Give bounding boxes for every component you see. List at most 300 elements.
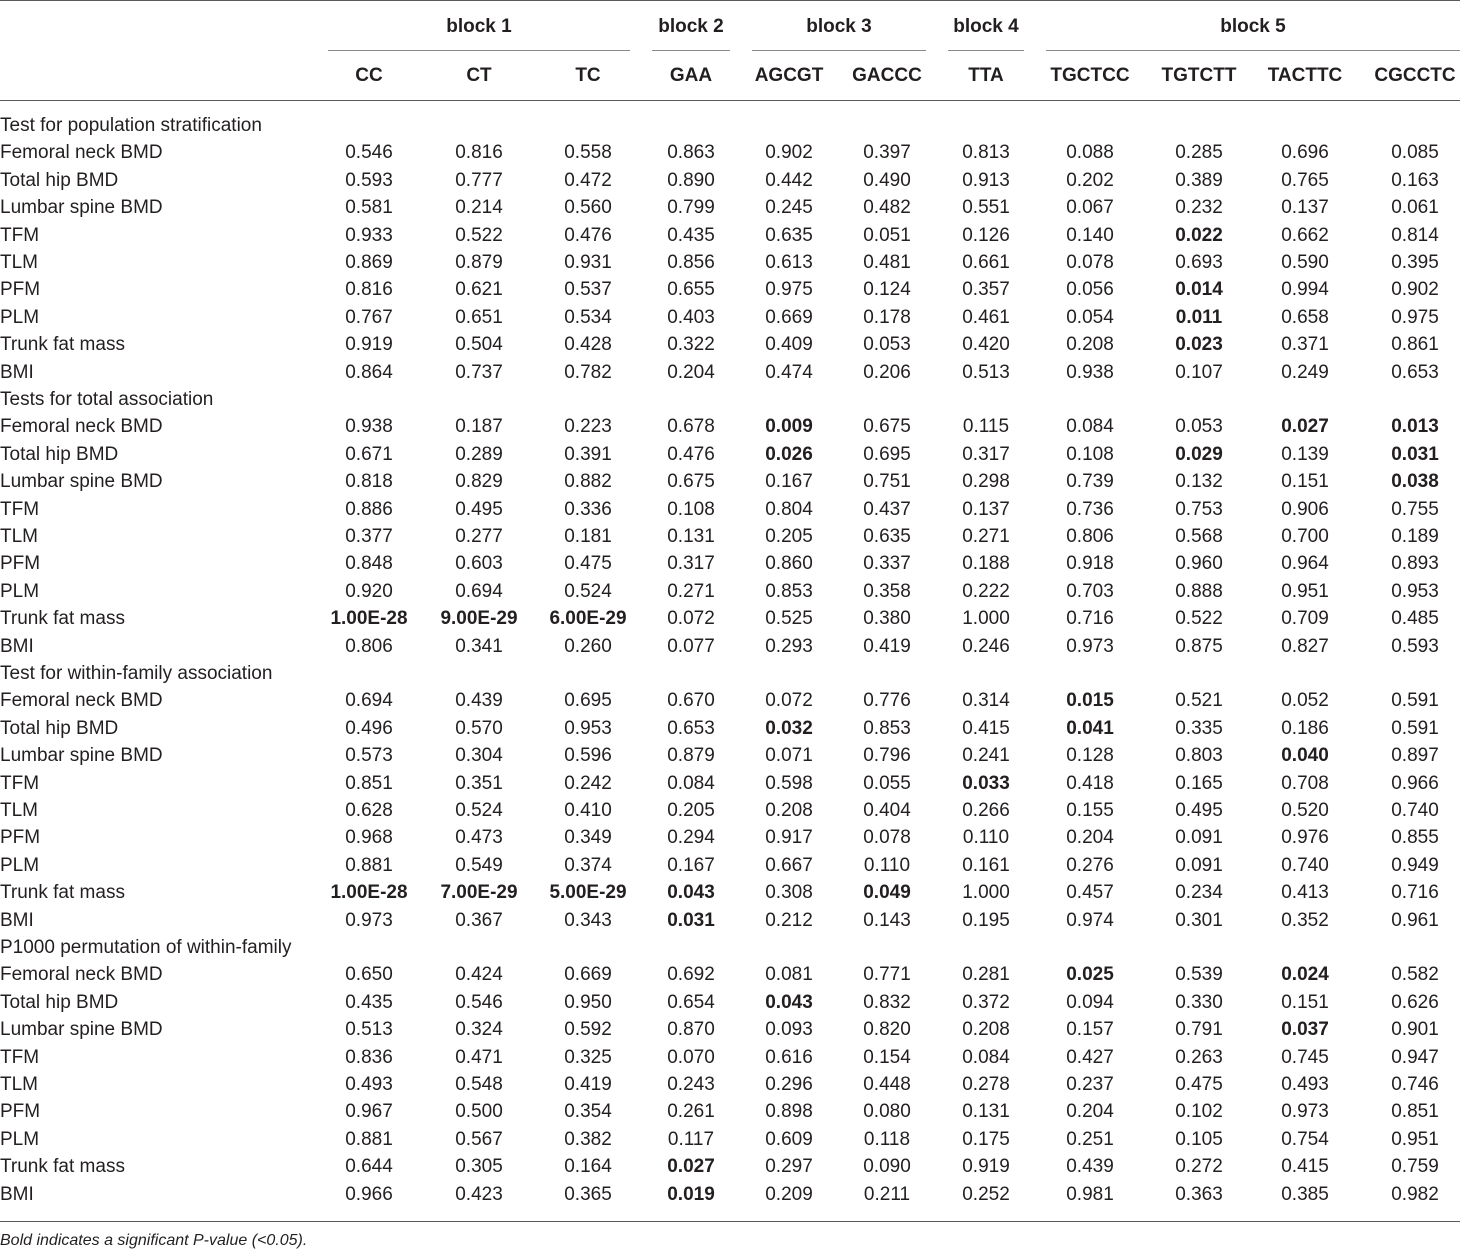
table-cell: 0.919: [962, 1156, 1010, 1178]
table-row: [0, 879, 1460, 906]
table-cell: 0.678: [667, 416, 715, 438]
table-cell: 0.596: [564, 745, 612, 767]
group-underline: [328, 50, 630, 51]
table-row: [0, 852, 1460, 879]
table-row: [0, 167, 1460, 194]
table-cell: 0.745: [1281, 1046, 1329, 1068]
table-cell: 0.524: [455, 800, 503, 821]
table-cell: 0.324: [455, 1019, 503, 1041]
table-cell: 0.423: [455, 1183, 503, 1205]
section-title: Test for within-family association: [0, 663, 273, 684]
table-cell: 0.490: [863, 169, 911, 191]
table-cell: 0.525: [765, 608, 813, 630]
table-cell: 0.181: [564, 526, 612, 547]
table-cell: 0.336: [564, 498, 612, 520]
table-cell: 0.869: [345, 252, 393, 273]
table-cell: 0.981: [1066, 1183, 1114, 1205]
table-cell: 0.806: [345, 635, 393, 657]
table-cell: 0.560: [564, 197, 612, 219]
table-cell: 0.266: [962, 800, 1010, 821]
table-cell: 0.879: [455, 252, 503, 273]
table-cell: 0.522: [1175, 608, 1223, 630]
table-cell: 0.013: [1391, 416, 1439, 438]
table-cell: 0.803: [1175, 745, 1223, 767]
table-cell: 0.472: [564, 169, 612, 191]
table-cell: 0.107: [1175, 361, 1223, 383]
table-row: [0, 139, 1460, 166]
table-cell: 0.137: [1281, 197, 1329, 219]
table-cell: 0.861: [1391, 334, 1439, 356]
table-cell: 0.537: [564, 279, 612, 301]
table-cell: 0.391: [564, 443, 612, 465]
table-cell: 0.568: [1175, 526, 1223, 547]
table-cell: 0.043: [765, 991, 813, 1013]
table-cell: 0.675: [863, 416, 911, 438]
table-cell: 0.395: [1391, 252, 1439, 273]
table-cell: 0.975: [765, 279, 813, 301]
table-row: [0, 550, 1460, 577]
table-cell: 0.085: [1391, 142, 1439, 164]
table-cell: 0.053: [1175, 416, 1223, 438]
table-cell: 0.740: [1281, 854, 1329, 876]
table-cell: 0.771: [863, 964, 911, 986]
table-cell: 0.019: [667, 1183, 715, 1205]
table-cell: 0.424: [455, 964, 503, 986]
table-cell: 0.814: [1391, 224, 1439, 246]
table-cell: 0.739: [1066, 471, 1114, 493]
table-row: [0, 687, 1460, 714]
table-cell: 0.409: [765, 334, 813, 356]
table-cell: 9.00E-29: [440, 608, 518, 630]
table-cell: 0.037: [1281, 1019, 1329, 1041]
table-cell: 0.953: [1391, 580, 1439, 602]
group-header: block 2: [658, 16, 724, 37]
table-cell: 0.023: [1175, 334, 1223, 356]
table-row: [0, 1126, 1460, 1153]
table-cell: 0.951: [1391, 1128, 1439, 1150]
table-cell: 0.933: [345, 224, 393, 246]
table-row: [0, 1098, 1460, 1125]
table-cell: 0.055: [863, 772, 911, 794]
table-cell: 0.851: [345, 772, 393, 794]
table-cell: 0.260: [564, 635, 612, 657]
table-cell: 0.053: [863, 334, 911, 356]
table-cell: 0.567: [455, 1128, 503, 1150]
table-cell: 0.471: [455, 1046, 503, 1068]
table-cell: 0.439: [1066, 1156, 1114, 1178]
table-cell: 0.271: [667, 580, 715, 602]
table-cell: 0.902: [765, 142, 813, 164]
table-cell: 0.495: [1175, 800, 1223, 821]
table-cell: 0.613: [765, 252, 813, 273]
table-cell: 0.317: [667, 553, 715, 575]
table-cell: 0.709: [1281, 608, 1329, 630]
table-cell: 0.330: [1175, 991, 1223, 1013]
table-cell: 0.609: [765, 1128, 813, 1150]
table-cell: 0.298: [962, 471, 1010, 493]
table-cell: 0.628: [345, 800, 393, 821]
table-row: [0, 523, 1460, 550]
table-cell: 0.974: [1066, 909, 1114, 931]
table-cell: 0.716: [1391, 882, 1439, 904]
table-cell: 0.695: [863, 443, 911, 465]
table-cell: 0.033: [962, 772, 1010, 794]
table-cell: 0.482: [863, 197, 911, 219]
table-cell: 0.167: [667, 854, 715, 876]
table-cell: 0.791: [1175, 1019, 1223, 1041]
table-cell: 0.357: [962, 279, 1010, 301]
row-label: PFM: [0, 1101, 41, 1123]
table-cell: 0.661: [962, 252, 1010, 273]
table-cell: 1.000: [962, 608, 1010, 630]
table-cell: 0.675: [667, 471, 715, 493]
table-cell: 0.084: [667, 772, 715, 794]
row-label: TLM: [0, 526, 38, 547]
table-cell: 0.157: [1066, 1019, 1114, 1041]
table-cell: 0.304: [455, 745, 503, 767]
row-label: Lumbar spine BMD: [0, 471, 163, 493]
row-label: PLM: [0, 306, 40, 328]
table-cell: 0.337: [863, 553, 911, 575]
table-row: [0, 194, 1460, 221]
table-cell: 0.296: [765, 1074, 813, 1095]
table-cell: 0.084: [962, 1046, 1010, 1068]
table-cell: 0.442: [765, 169, 813, 191]
table-cell: 0.151: [1281, 991, 1329, 1013]
table-cell: 0.011: [1175, 306, 1223, 328]
column-header: CGCCTC: [1374, 65, 1456, 86]
table-cell: 0.976: [1281, 827, 1329, 849]
table-cell: 7.00E-29: [440, 882, 518, 904]
table-cell: 0.670: [667, 690, 715, 712]
table-cell: 0.209: [765, 1183, 813, 1205]
table-cell: 0.813: [962, 142, 1010, 164]
section-heading-row: [0, 386, 1460, 413]
table-cell: 0.753: [1175, 498, 1223, 520]
table-cell: 0.593: [345, 169, 393, 191]
table-cell: 0.522: [455, 224, 503, 246]
table-bottom-rule: [0, 1221, 1460, 1222]
table-cell: 0.427: [1066, 1046, 1114, 1068]
table-cell: 1.000: [962, 882, 1010, 904]
table-row: [0, 578, 1460, 605]
table-cell: 0.890: [667, 169, 715, 191]
table-row: [0, 468, 1460, 495]
table-cell: 0.056: [1066, 279, 1114, 301]
table-cell: 0.777: [455, 169, 503, 191]
table-cell: 0.052: [1281, 690, 1329, 712]
table-cell: 0.105: [1175, 1128, 1223, 1150]
table-cell: 0.751: [863, 471, 911, 493]
table-cell: 0.920: [345, 580, 393, 602]
table-row: [0, 496, 1460, 523]
table-row: [0, 441, 1460, 468]
table-cell: 0.365: [564, 1183, 612, 1205]
table-cell: 0.271: [962, 526, 1010, 547]
table-cell: 0.897: [1391, 745, 1439, 767]
table-cell: 0.022: [1175, 224, 1223, 246]
table-cell: 0.582: [1391, 964, 1439, 986]
table-cell: 0.593: [1391, 635, 1439, 657]
table-cell: 0.308: [765, 882, 813, 904]
table-cell: 0.581: [345, 197, 393, 219]
table-cell: 0.879: [667, 745, 715, 767]
table-cell: 0.178: [863, 306, 911, 328]
table-cell: 0.091: [1175, 827, 1223, 849]
row-label: TLM: [0, 800, 38, 821]
section-title: Test for population stratification: [0, 115, 262, 136]
group-underline: [752, 50, 926, 51]
table-cell: 0.237: [1066, 1074, 1114, 1095]
table-cell: 0.137: [962, 498, 1010, 520]
table-cell: 0.694: [345, 690, 393, 712]
table-cell: 0.206: [863, 361, 911, 383]
table-cell: 0.476: [564, 224, 612, 246]
table-cell: 0.325: [564, 1046, 612, 1068]
table-cell: 0.205: [667, 800, 715, 821]
table-cell: 0.504: [455, 334, 503, 356]
table-cell: 0.204: [1066, 827, 1114, 849]
table-cell: 0.968: [345, 827, 393, 849]
table-cell: 0.078: [863, 827, 911, 849]
table-cell: 0.294: [667, 827, 715, 849]
group-header: block 3: [806, 16, 872, 37]
table-cell: 0.782: [564, 361, 612, 383]
table-cell: 0.335: [1175, 717, 1223, 739]
table-cell: 0.009: [765, 416, 813, 438]
table-cell: 0.653: [1391, 361, 1439, 383]
table-cell: 0.573: [345, 745, 393, 767]
table-cell: 0.102: [1175, 1101, 1223, 1123]
table-cell: 0.513: [962, 361, 1010, 383]
table-cell: 0.027: [667, 1156, 715, 1178]
table-cell: 0.829: [455, 471, 503, 493]
table-cell: 0.481: [863, 252, 911, 273]
table-cell: 0.964: [1281, 553, 1329, 575]
table-cell: 0.973: [1066, 635, 1114, 657]
table-cell: 0.667: [765, 854, 813, 876]
table-cell: 0.913: [962, 169, 1010, 191]
table-top-rule: [0, 0, 1460, 1]
table-cell: 0.493: [345, 1074, 393, 1095]
table-cell: 0.140: [1066, 224, 1114, 246]
table-cell: 1.00E-28: [330, 608, 408, 630]
table-row: [0, 222, 1460, 249]
table-row: [0, 797, 1460, 824]
table-cell: 0.816: [345, 279, 393, 301]
table-cell: 0.054: [1066, 306, 1114, 328]
table-cell: 0.419: [564, 1074, 612, 1095]
table-cell: 0.118: [863, 1128, 911, 1150]
table-cell: 0.415: [962, 717, 1010, 739]
row-label: Trunk fat mass: [0, 334, 125, 356]
table-cell: 0.249: [1281, 361, 1329, 383]
table-cell: 0.374: [564, 854, 612, 876]
table-cell: 0.759: [1391, 1156, 1439, 1178]
table-cell: 0.853: [765, 580, 813, 602]
table-cell: 0.072: [765, 690, 813, 712]
table-cell: 0.261: [667, 1101, 715, 1123]
table-cell: 0.708: [1281, 772, 1329, 794]
table-cell: 0.014: [1175, 279, 1223, 301]
table-cell: 0.860: [765, 553, 813, 575]
table-cell: 0.776: [863, 690, 911, 712]
table-cell: 0.485: [1391, 608, 1439, 630]
table-cell: 0.870: [667, 1019, 715, 1041]
table-cell: 0.546: [345, 142, 393, 164]
table-cell: 0.186: [1281, 717, 1329, 739]
group-underline: [652, 50, 730, 51]
table-cell: 0.363: [1175, 1183, 1223, 1205]
table-cell: 0.131: [962, 1101, 1010, 1123]
table-cell: 0.754: [1281, 1128, 1329, 1150]
table-cell: 0.413: [1281, 882, 1329, 904]
table-cell: 0.117: [667, 1128, 715, 1150]
section-heading-row: [0, 112, 1460, 139]
table-cell: 0.305: [455, 1156, 503, 1178]
table-row: [0, 359, 1460, 386]
table-row: [0, 961, 1460, 988]
column-header: GAA: [669, 65, 713, 86]
table-cell: 0.700: [1281, 526, 1329, 547]
table-cell: 0.071: [765, 745, 813, 767]
table-cell: 0.994: [1281, 279, 1329, 301]
table-cell: 0.621: [455, 279, 503, 301]
row-label: Lumbar spine BMD: [0, 1019, 163, 1041]
table-cell: 0.591: [1391, 690, 1439, 712]
table-cell: 0.893: [1391, 553, 1439, 575]
table-cell: 0.110: [863, 854, 911, 876]
table-cell: 0.246: [962, 635, 1010, 657]
row-label: PFM: [0, 553, 41, 575]
table-cell: 0.855: [1391, 827, 1439, 849]
table-cell: 0.882: [564, 471, 612, 493]
table-cell: 0.967: [345, 1101, 393, 1123]
table-cell: 0.549: [455, 854, 503, 876]
column-header: TC: [575, 65, 601, 86]
table-cell: 0.301: [1175, 909, 1223, 931]
table-cell: 0.853: [863, 717, 911, 739]
table-cell: 0.863: [667, 142, 715, 164]
table-cell: 0.851: [1391, 1101, 1439, 1123]
table-cell: 0.367: [455, 909, 503, 931]
row-label: TFM: [0, 1046, 40, 1068]
table-cell: 0.461: [962, 306, 1010, 328]
table-cell: 0.164: [564, 1156, 612, 1178]
table-cell: 0.534: [564, 306, 612, 328]
table-row: [0, 413, 1460, 440]
group-header: block 5: [1220, 16, 1286, 37]
table-cell: 0.650: [345, 964, 393, 986]
table-row: [0, 989, 1460, 1016]
row-label: Trunk fat mass: [0, 608, 125, 630]
table-cell: 0.949: [1391, 854, 1439, 876]
table-cell: 0.126: [962, 224, 1010, 246]
table-cell: 0.736: [1066, 498, 1114, 520]
table-cell: 0.061: [1391, 197, 1439, 219]
row-label: Femoral neck BMD: [0, 416, 163, 438]
table-cell: 0.341: [455, 635, 503, 657]
table-cell: 0.435: [667, 224, 715, 246]
table-cell: 0.371: [1281, 334, 1329, 356]
row-label: TFM: [0, 498, 40, 520]
table-cell: 0.377: [345, 526, 393, 547]
table-cell: 0.242: [564, 772, 612, 794]
table-cell: 0.212: [765, 909, 813, 931]
table-cell: 0.245: [765, 197, 813, 219]
column-header: AGCGT: [754, 65, 824, 86]
table-cell: 0.108: [1066, 443, 1114, 465]
table-cell: 0.799: [667, 197, 715, 219]
table-cell: 0.124: [863, 279, 911, 301]
table-row: [0, 715, 1460, 742]
table-cell: 0.027: [1281, 416, 1329, 438]
table-cell: 0.658: [1281, 306, 1329, 328]
table-cell: 0.496: [345, 717, 393, 739]
column-header: GACCC: [852, 65, 922, 86]
table-cell: 0.740: [1391, 800, 1439, 821]
row-label: Trunk fat mass: [0, 882, 125, 904]
row-label: TFM: [0, 224, 40, 246]
table-cell: 0.693: [1175, 252, 1223, 273]
table-cell: 0.818: [345, 471, 393, 493]
table-cell: 0.635: [765, 224, 813, 246]
table-cell: 0.437: [863, 498, 911, 520]
group-header: block 1: [446, 16, 512, 37]
table-cell: 0.154: [863, 1046, 911, 1068]
table-cell: 0.389: [1175, 169, 1223, 191]
table-cell: 0.322: [667, 334, 715, 356]
table-cell: 0.906: [1281, 498, 1329, 520]
table-cell: 0.591: [1391, 717, 1439, 739]
table-cell: 0.110: [962, 827, 1010, 849]
table-row: [0, 824, 1460, 851]
table-cell: 0.349: [564, 827, 612, 849]
table-cell: 0.188: [962, 553, 1010, 575]
table-cell: 0.293: [765, 635, 813, 657]
table-cell: 0.590: [1281, 252, 1329, 273]
row-label: Lumbar spine BMD: [0, 745, 163, 767]
table-cell: 0.278: [962, 1074, 1010, 1095]
table-footnote: Bold indicates a significant P-value (<0.05).: [0, 1232, 308, 1249]
table-cell: 0.806: [1066, 526, 1114, 547]
table-cell: 0.088: [1066, 142, 1114, 164]
table-cell: 0.222: [962, 580, 1010, 602]
table-cell: 0.651: [455, 306, 503, 328]
row-label: Total hip BMD: [0, 169, 119, 191]
table-cell: 0.635: [863, 526, 911, 547]
table-cell: 0.211: [863, 1183, 911, 1205]
table-cell: 0.038: [1391, 471, 1439, 493]
table-cell: 0.041: [1066, 717, 1114, 739]
table-cell: 0.032: [765, 717, 813, 739]
table-cell: 0.521: [1175, 690, 1223, 712]
table-cell: 0.439: [455, 690, 503, 712]
table-cell: 0.070: [667, 1046, 715, 1068]
table-cell: 0.966: [1391, 772, 1439, 794]
table-cell: 0.143: [863, 909, 911, 931]
table-cell: 0.382: [564, 1128, 612, 1150]
table-cell: 0.132: [1175, 471, 1223, 493]
table-cell: 0.243: [667, 1074, 715, 1095]
row-label: BMI: [0, 635, 34, 657]
row-label: Femoral neck BMD: [0, 964, 163, 986]
group-underline: [1046, 50, 1460, 51]
table-row: [0, 249, 1460, 276]
table-cell: 0.513: [345, 1019, 393, 1041]
table-cell: 0.755: [1391, 498, 1439, 520]
table-cell: 0.938: [1066, 361, 1114, 383]
